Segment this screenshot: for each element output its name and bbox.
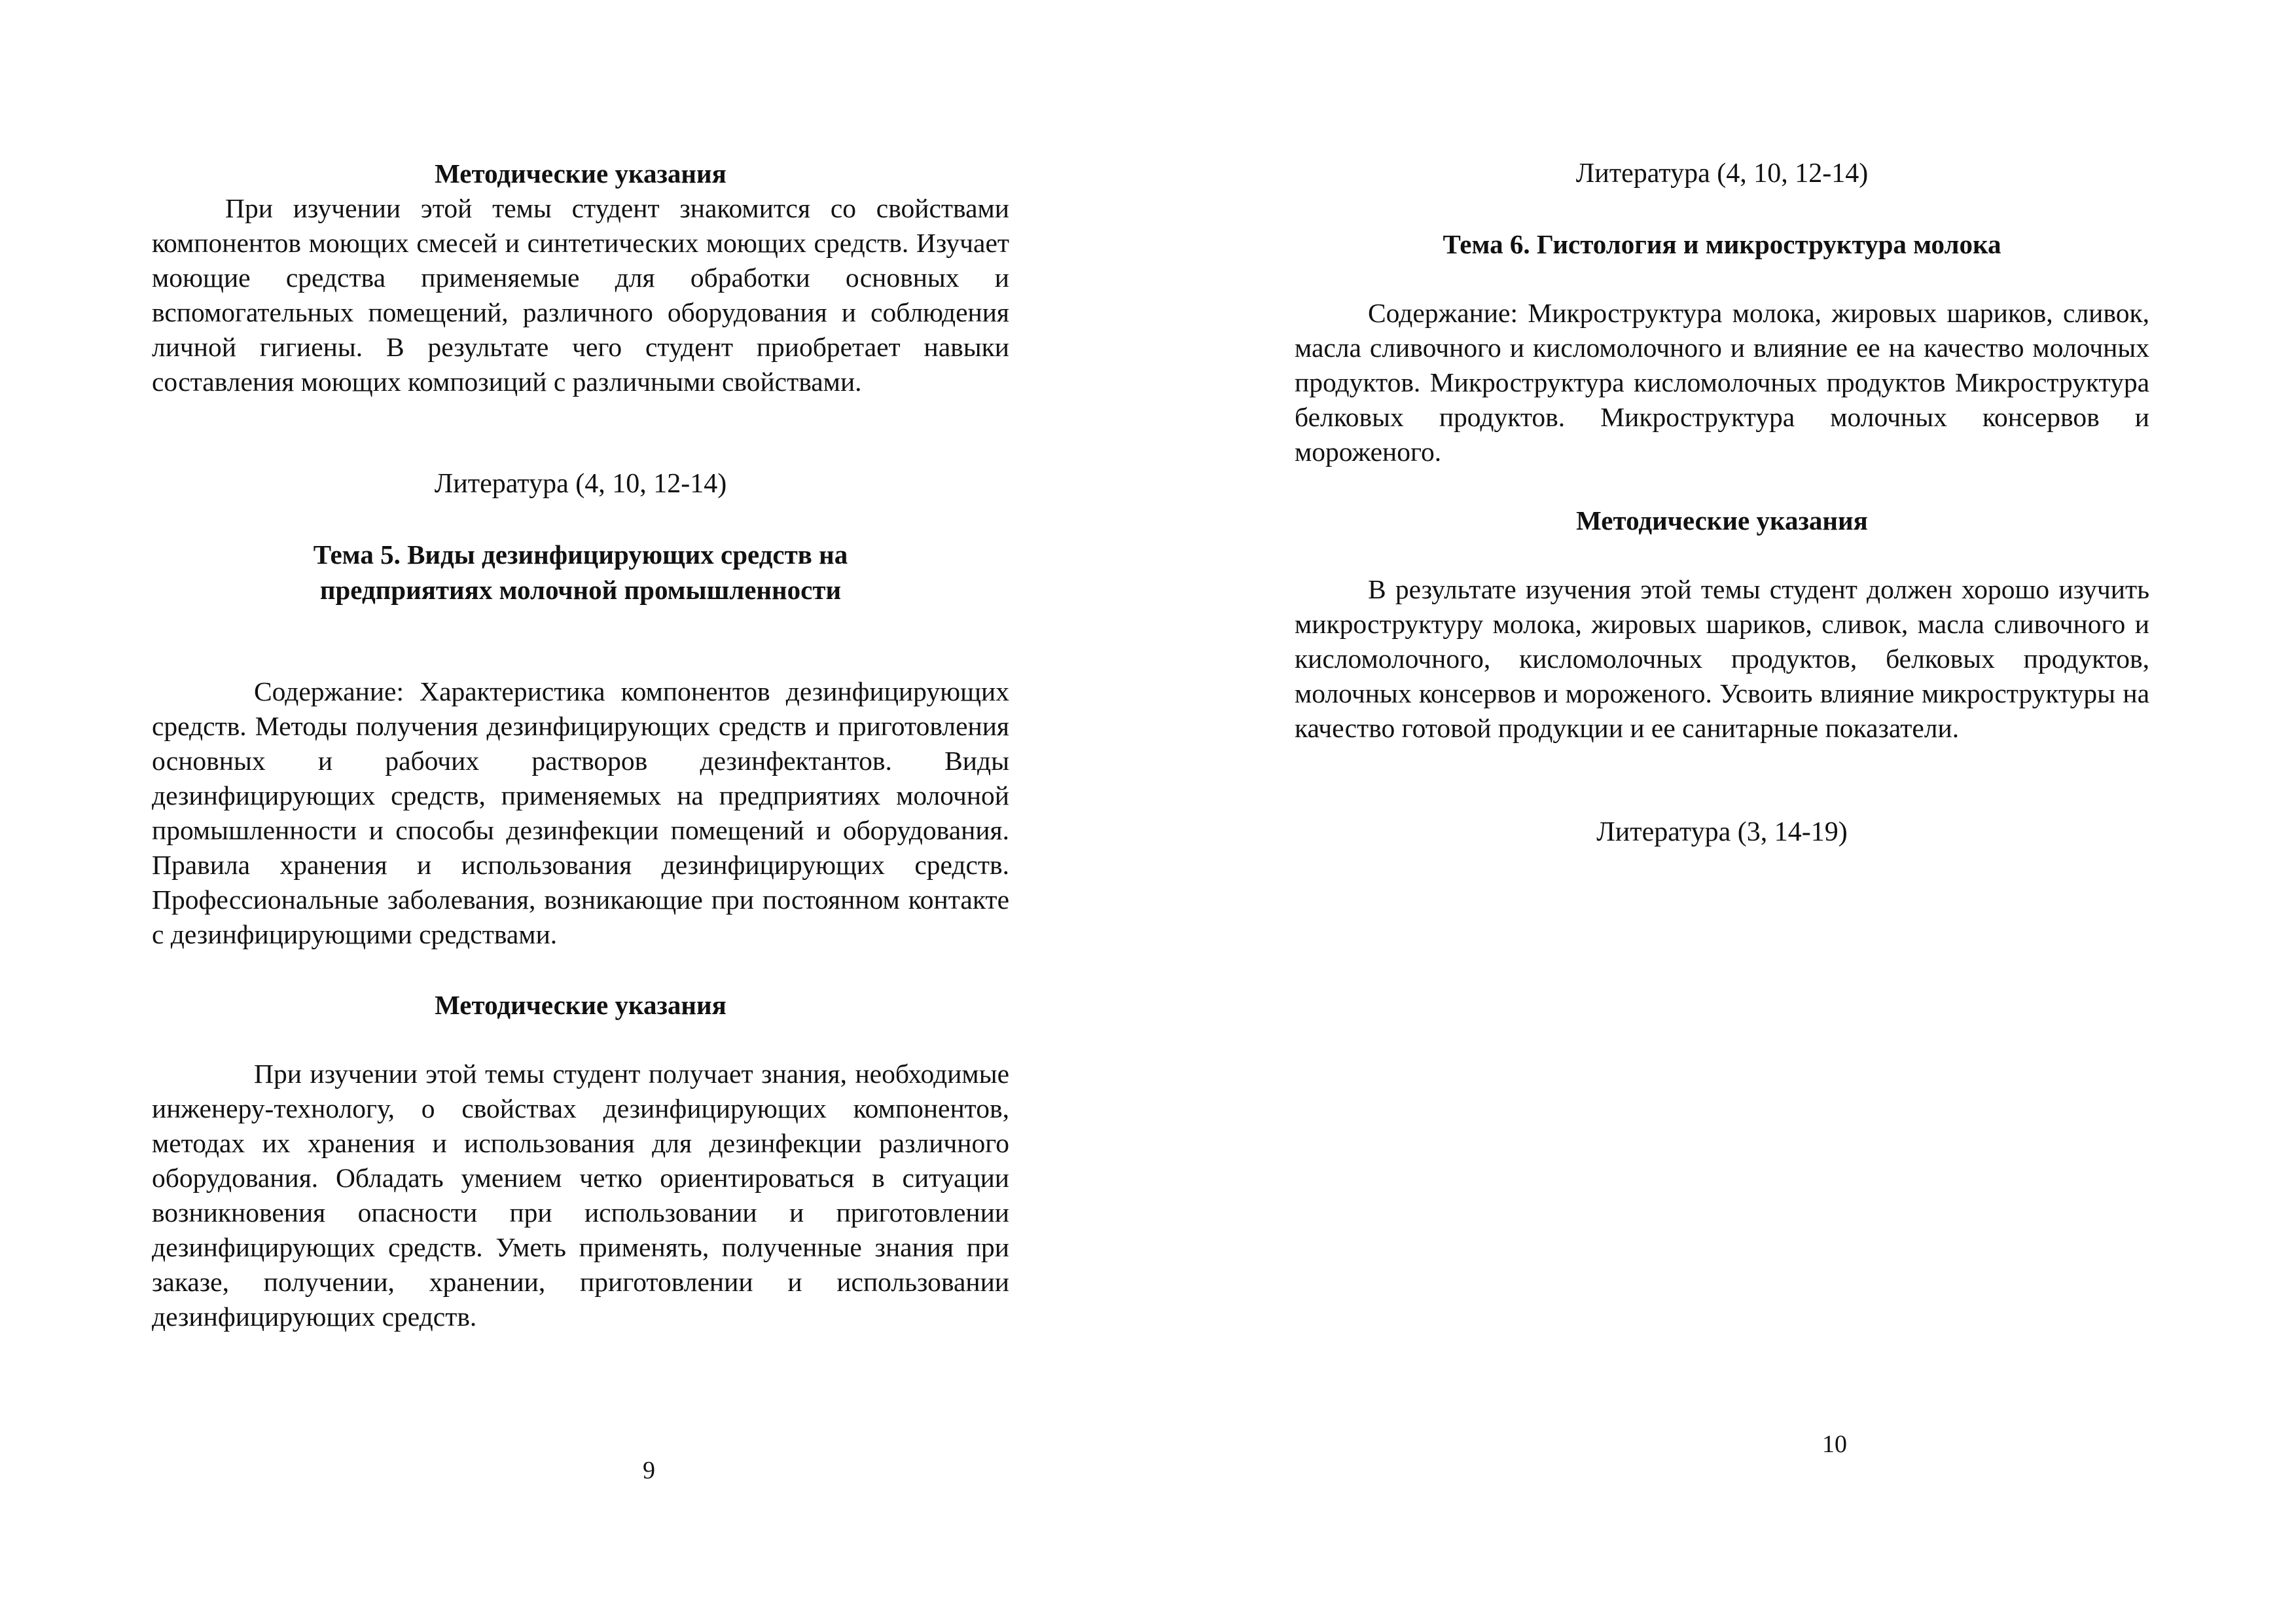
methodical-instructions-heading-2: Методические указания (435, 990, 726, 1020)
topic-6-title: Тема 6. Гистология и микроструктура молока (1443, 229, 2001, 259)
topic-5-title-line-2: предприятиях молочной промышленности (319, 575, 842, 605)
topic-5-content-paragraph: Содержание: Характеристика компонентов дезинфицирующих средств. Методы получения дезинфицирующих средств и приготовления основных и рабочих растворов дезинфектантов. Виды дезинфицирующих средств, применяемых на предприятиях молочной промышленности и способы дезинфекции помещений и оборудования. Правила хранения и использования дезинфицирующих средств. Профессиональные заболевания, возникающие при постоянном контакте с дезинфицирующими средствами. (152, 676, 1009, 949)
methodical-instructions-paragraph-2: При изучении этой темы студент получает знания, необходимые инженеру-технологу, о свойствах дезинфицирующих компонентов, методах их хранения и использования для дезинфекции различного оборудования. Обладать умением четко ориентироваться в ситуации возникновения опасности при использовании и приготовлении дезинфицирующих средств. Уметь применять, полученные знания при заказе, получении, хранении, приготовлении и использовании дезинфицирующих средств. (152, 1059, 1009, 1332)
literature-reference-bottom: Литература (3, 14-19) (1596, 817, 1848, 847)
literature-reference-1: Литература (4, 10, 12-14) (434, 469, 727, 499)
topic-5-title-line-1: Тема 5. Виды дезинфицирующих средств на (313, 539, 848, 570)
page-number-9: 9 (643, 1457, 655, 1484)
literature-reference-top: Литература (4, 10, 12-14) (1575, 158, 1869, 189)
topic-6-content-paragraph: Содержание: Микроструктура молока, жировых шариков, сливок, масла сливочного и кисломолочного и влияние ее на качество молочных продуктов. Микроструктура кисломолочных продуктов Микроструктура белковых продуктов. Микроструктура молочных консервов и мороженого. (1295, 298, 2149, 467)
methodical-instructions-heading-1: Методические указания (435, 158, 726, 189)
page-number-10: 10 (1822, 1431, 1847, 1458)
methodical-instructions-heading-3: Методические указания (1576, 505, 1868, 536)
methodical-instructions-paragraph-3: В результате изучения этой темы студент должен хорошо изучить микроструктуру молока, жировых шариков, сливок, масла сливочного и кисломолочного, кисломолочных продуктов, белковых продуктов, молочных консервов и мороженого. Усвоить влияние микроструктуры на качество готовой продукции и ее санитарные показатели. (1295, 574, 2149, 743)
methodical-instructions-paragraph-1: При изучении этой темы студент знакомится со свойствами компонентов моющих смесей и синтетических моющих средств. Изучает моющие средства применяемые для обработки основных и вспомогательных помещений, различного оборудования и соблюдения личной гигиены. В результате чего студент приобретает навыки составления моющих композиций с различными свойствами. (152, 193, 1009, 397)
